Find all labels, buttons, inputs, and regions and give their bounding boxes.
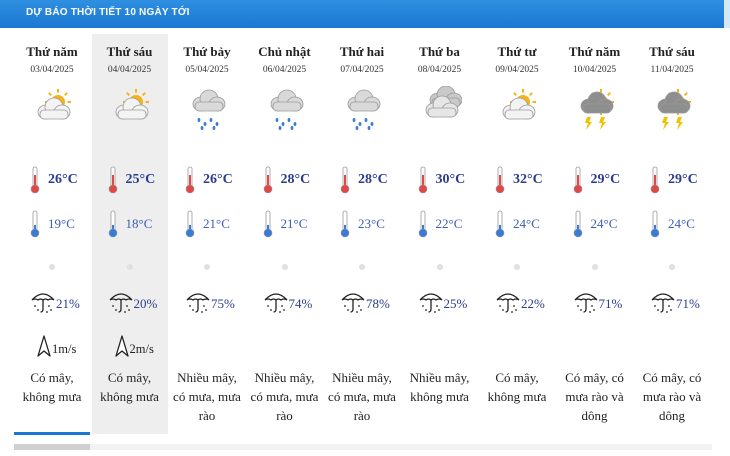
separator-dot (127, 264, 133, 270)
high-temp-value: 30°C (435, 172, 466, 187)
high-temp (340, 166, 400, 194)
wind-speed-value: 2m/s (129, 342, 154, 356)
sun-cloud-icon (112, 86, 152, 130)
low-temp (30, 210, 90, 238)
day-column[interactable] (247, 34, 323, 434)
rain-chance (185, 288, 245, 318)
wind-speed-value: 1m/s (52, 342, 77, 356)
cloud-rain-icon (189, 86, 229, 130)
weather-description (92, 368, 168, 406)
separator-dot (282, 264, 288, 270)
description-line: Nhiều mây, (254, 370, 315, 385)
low-temp-value: 24°C (590, 216, 618, 231)
day-name: Thứ bảy (183, 44, 231, 59)
thermometer-hot-icon (418, 166, 428, 194)
thermometer-cold-icon (108, 210, 118, 238)
rain-chance (263, 288, 323, 318)
low-temp-value: 19°C (48, 216, 75, 231)
low-temp (263, 210, 323, 238)
rain-chance-value: 20% (133, 296, 158, 311)
day-date: 05/04/2025 (185, 65, 229, 75)
low-temp-value: 22°C (435, 216, 463, 231)
day-name: Thứ năm (568, 44, 621, 59)
horizontal-scrollbar[interactable] (14, 444, 712, 450)
weather-description (247, 368, 323, 425)
day-name: Chủ nhật (258, 44, 311, 59)
low-temp (573, 210, 633, 238)
description-line: rào (276, 408, 293, 423)
thermometer-hot-icon (30, 166, 40, 194)
low-temp (185, 210, 245, 238)
high-temp (108, 166, 168, 194)
umbrella-rain-icon (108, 288, 134, 314)
rain-chance (495, 288, 555, 318)
description-line: Có mây, có (565, 370, 624, 385)
rain-chance (340, 288, 400, 318)
day-column[interactable] (92, 34, 168, 434)
description-line: Có mây, có (642, 370, 702, 385)
day-date: 08/04/2025 (417, 65, 462, 75)
description-line: có mưa, mưa (328, 389, 396, 404)
rain-chance-value: 74% (288, 296, 313, 311)
umbrella-rain-icon (650, 288, 676, 314)
day-date: 09/04/2025 (495, 65, 539, 75)
description-line: không mưa (487, 389, 547, 404)
day-date: 10/04/2025 (572, 65, 617, 75)
rain-chance (418, 288, 478, 318)
separator-dot (204, 264, 210, 270)
low-temp-value: 24°C (513, 216, 540, 231)
high-temp (30, 166, 90, 194)
high-temp-value: 29°C (590, 172, 621, 187)
weather-description (14, 368, 90, 406)
day-date: 11/04/2025 (650, 65, 694, 75)
storm-icon (654, 86, 694, 130)
day-column[interactable] (324, 34, 400, 434)
high-temp-value: 26°C (48, 172, 78, 187)
wind-direction-arrow-icon (114, 334, 130, 360)
sun-cloud-icon (34, 86, 74, 130)
day-date: 04/04/2025 (107, 65, 152, 75)
high-temp (650, 166, 710, 194)
separator-dot (359, 264, 365, 270)
description-line: không mưa (100, 389, 159, 404)
scrollbar-thumb[interactable] (14, 444, 90, 450)
high-temp-value: 32°C (513, 172, 543, 187)
thermometer-cold-icon (418, 210, 428, 238)
rain-chance-value: 71% (598, 296, 623, 311)
rain-chance-value: 71% (676, 296, 700, 311)
rain-chance-value: 75% (211, 296, 235, 311)
rain-chance-value: 21% (56, 296, 80, 311)
rain-chance-value: 25% (443, 296, 468, 311)
day-date: 07/04/2025 (340, 65, 384, 75)
high-temp-value: 25°C (125, 172, 156, 187)
thermometer-cold-icon (340, 210, 350, 238)
low-temp (650, 210, 710, 238)
low-temp (340, 210, 400, 238)
forecast-title: DỰ BÁO THỜI TIẾT 10 NGÀY TỚI (26, 7, 190, 18)
weather-description (479, 368, 555, 406)
high-temp (573, 166, 633, 194)
rain-chance (108, 288, 168, 318)
thermometer-hot-icon (185, 166, 195, 194)
day-date: 03/04/2025 (30, 65, 74, 75)
separator-dot (437, 264, 443, 270)
day-name: Thứ tư (497, 44, 537, 59)
umbrella-rain-icon (495, 288, 521, 314)
high-temp-value: 26°C (203, 172, 233, 187)
description-line: mưa rào và (565, 389, 624, 404)
thermometer-cold-icon (185, 210, 195, 238)
thermometer-hot-icon (108, 166, 118, 194)
description-line: dông (659, 408, 685, 423)
umbrella-rain-icon (263, 288, 289, 314)
low-temp (418, 210, 478, 238)
thermometer-hot-icon (573, 166, 583, 194)
umbrella-rain-icon (340, 288, 366, 314)
weather-description (169, 368, 245, 425)
separator-dot (514, 264, 520, 270)
umbrella-rain-icon (30, 288, 56, 314)
wind-direction-arrow-icon (36, 334, 52, 360)
thermometer-hot-icon (495, 166, 505, 194)
weather-description (402, 368, 478, 406)
high-temp-value: 28°C (280, 172, 311, 187)
description-line: không mưa (22, 389, 82, 404)
thermometer-hot-icon (340, 166, 350, 194)
low-temp-value: 21°C (280, 216, 308, 231)
separator-dot (49, 264, 55, 270)
thermometer-cold-icon (573, 210, 583, 238)
umbrella-rain-icon (418, 288, 444, 314)
day-column[interactable] (479, 34, 555, 434)
thermometer-cold-icon (650, 210, 660, 238)
day-name: Thứ sáu (106, 44, 153, 59)
description-line: có mưa, mưa (250, 389, 319, 404)
rain-chance-value: 78% (366, 296, 390, 311)
day-column[interactable] (634, 34, 710, 434)
high-temp-value: 28°C (358, 172, 388, 187)
thermometer-cold-icon (263, 210, 273, 238)
weather-description (557, 368, 633, 425)
description-line: Nhiều mây, (177, 370, 237, 385)
forecast-days (14, 34, 710, 444)
description-line: Có mây, (495, 370, 539, 385)
high-temp (185, 166, 245, 194)
day-name: Thứ ba (419, 44, 460, 59)
clouds-icon (422, 86, 462, 130)
description-line: Có mây, (107, 370, 152, 385)
rain-chance (650, 288, 710, 318)
rain-chance (573, 288, 633, 318)
wind-speed (36, 334, 96, 362)
cloud-rain-icon (344, 86, 384, 130)
low-temp-value: 23°C (358, 216, 385, 231)
high-temp-value: 29°C (668, 172, 698, 187)
description-line: Nhiều mây, (332, 370, 392, 385)
day-date: 06/04/2025 (262, 65, 307, 75)
header-edge (724, 0, 730, 28)
day-column[interactable] (169, 34, 245, 434)
thermometer-cold-icon (495, 210, 505, 238)
rain-chance-value: 22% (521, 296, 545, 311)
thermometer-cold-icon (30, 210, 40, 238)
high-temp (495, 166, 555, 194)
day-column[interactable] (14, 34, 90, 434)
umbrella-rain-icon (185, 288, 211, 314)
description-line: Có mây, (30, 370, 74, 385)
low-temp (495, 210, 555, 238)
storm-icon (577, 86, 617, 130)
high-temp (263, 166, 323, 194)
description-line: Nhiều mây, (409, 370, 470, 385)
low-temp-value: 18°C (125, 216, 153, 231)
description-line: rào (198, 408, 216, 423)
separator-dot (669, 264, 675, 270)
day-name: Thứ hai (339, 44, 385, 59)
forecast-header-bar (0, 0, 730, 28)
description-line: rào (353, 408, 371, 423)
description-line: mưa rào và (642, 389, 702, 404)
day-name: Thứ sáu (649, 44, 695, 59)
separator-dot (592, 264, 598, 270)
thermometer-hot-icon (650, 166, 660, 194)
day-column[interactable] (402, 34, 478, 434)
rain-chance (30, 288, 90, 318)
cloud-rain-icon (267, 86, 307, 130)
thermometer-hot-icon (263, 166, 273, 194)
day-name: Thứ năm (26, 44, 78, 59)
description-line: không mưa (410, 389, 469, 404)
low-temp-value: 24°C (668, 216, 695, 231)
high-temp (418, 166, 478, 194)
selected-day-indicator (14, 432, 90, 435)
low-temp (108, 210, 168, 238)
weather-description (634, 368, 710, 425)
weather-description (324, 368, 400, 425)
description-line: có mưa, mưa (173, 389, 241, 404)
sun-cloud-icon (499, 86, 539, 130)
description-line: dông (581, 408, 608, 423)
day-column[interactable] (557, 34, 633, 434)
low-temp-value: 21°C (203, 216, 230, 231)
wind-speed (114, 334, 174, 362)
umbrella-rain-icon (573, 288, 599, 314)
